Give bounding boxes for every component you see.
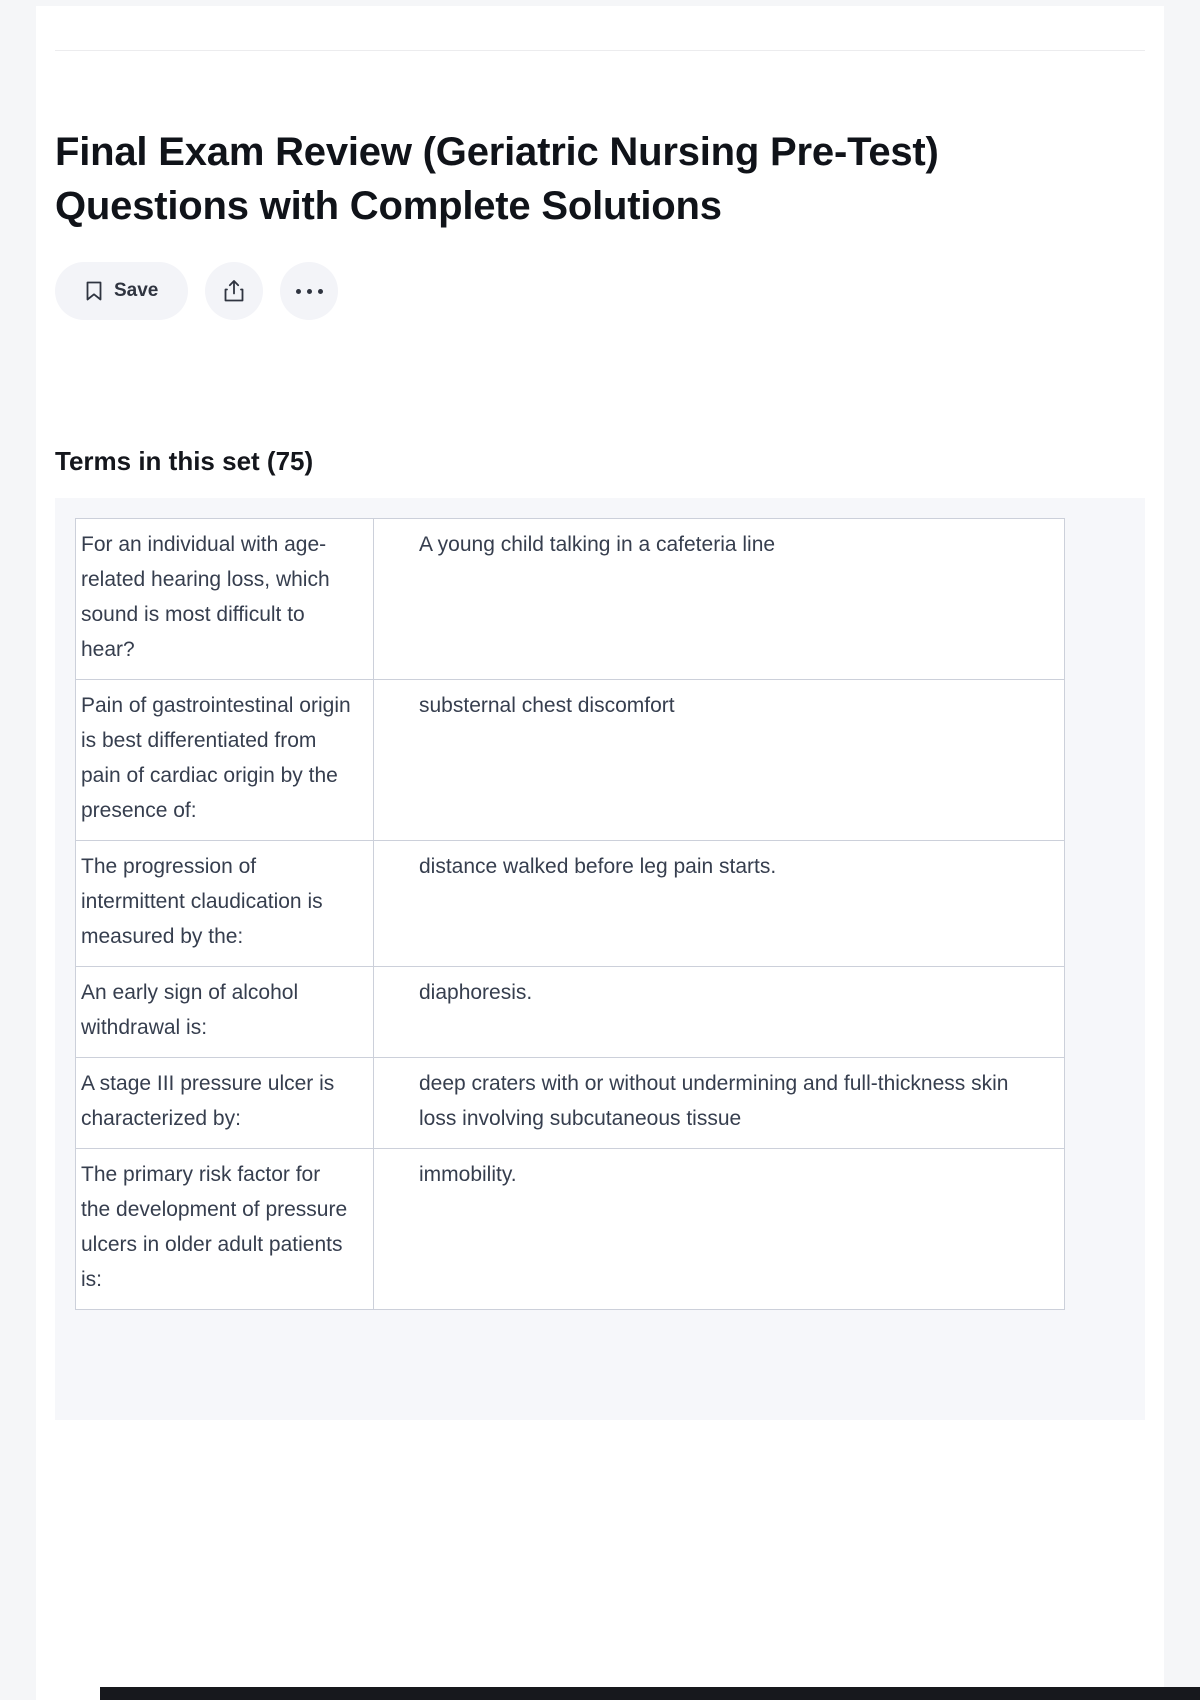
save-button[interactable]	[55, 262, 188, 320]
table-row	[76, 1058, 1064, 1149]
footer-bar	[100, 1687, 1200, 1700]
terms-table	[75, 518, 1065, 1310]
definition-cell: diaphoresis.	[419, 981, 533, 1004]
bookmark-icon	[85, 281, 103, 301]
share-button[interactable]	[205, 262, 263, 320]
term-cell: The progression of intermittent claudication is measured by the:	[76, 841, 374, 966]
definition-cell: substernal chest discomfort	[419, 694, 675, 717]
page-margin-left	[0, 0, 36, 1700]
share-icon	[223, 279, 245, 303]
save-button-label: Save	[114, 280, 159, 301]
definition-cell: immobility.	[419, 1163, 517, 1186]
page-margin-top	[0, 0, 1200, 6]
term-cell: A stage III pressure ulcer is characterized by:	[76, 1058, 374, 1148]
table-row	[76, 519, 1064, 680]
page-margin-right	[1164, 0, 1200, 1700]
page-title: Final Exam Review (Geriatric Nursing Pre-Test) Questions with Complete Solutions	[55, 129, 939, 228]
table-row	[76, 841, 1064, 967]
top-divider	[55, 50, 1145, 51]
definition-cell: A young child talking in a cafeteria line	[419, 533, 776, 556]
toolbar	[55, 262, 338, 320]
table-row	[76, 1149, 1064, 1309]
terms-panel	[55, 498, 1145, 1420]
definition-cell: distance walked before leg pain starts.	[419, 855, 777, 878]
table-row	[76, 967, 1064, 1058]
table-row	[76, 680, 1064, 841]
term-cell: The primary risk factor for the development of pressure ulcers in older adult patients is:	[76, 1149, 374, 1309]
term-cell: Pain of gastrointestinal origin is best differentiated from pain of cardiac origin by the presence of:	[76, 680, 374, 840]
more-options-icon	[296, 289, 323, 294]
term-cell: An early sign of alcohol withdrawal is:	[76, 967, 374, 1057]
terms-heading: Terms in this set (75)	[55, 445, 314, 476]
more-options-button[interactable]	[280, 262, 338, 320]
term-cell: For an individual with age-related hearing loss, which sound is most difficult to hear?	[76, 519, 374, 679]
definition-cell: deep craters with or without undermining and full-thickness skin loss involving subcutaneous tissue	[419, 1072, 1009, 1130]
